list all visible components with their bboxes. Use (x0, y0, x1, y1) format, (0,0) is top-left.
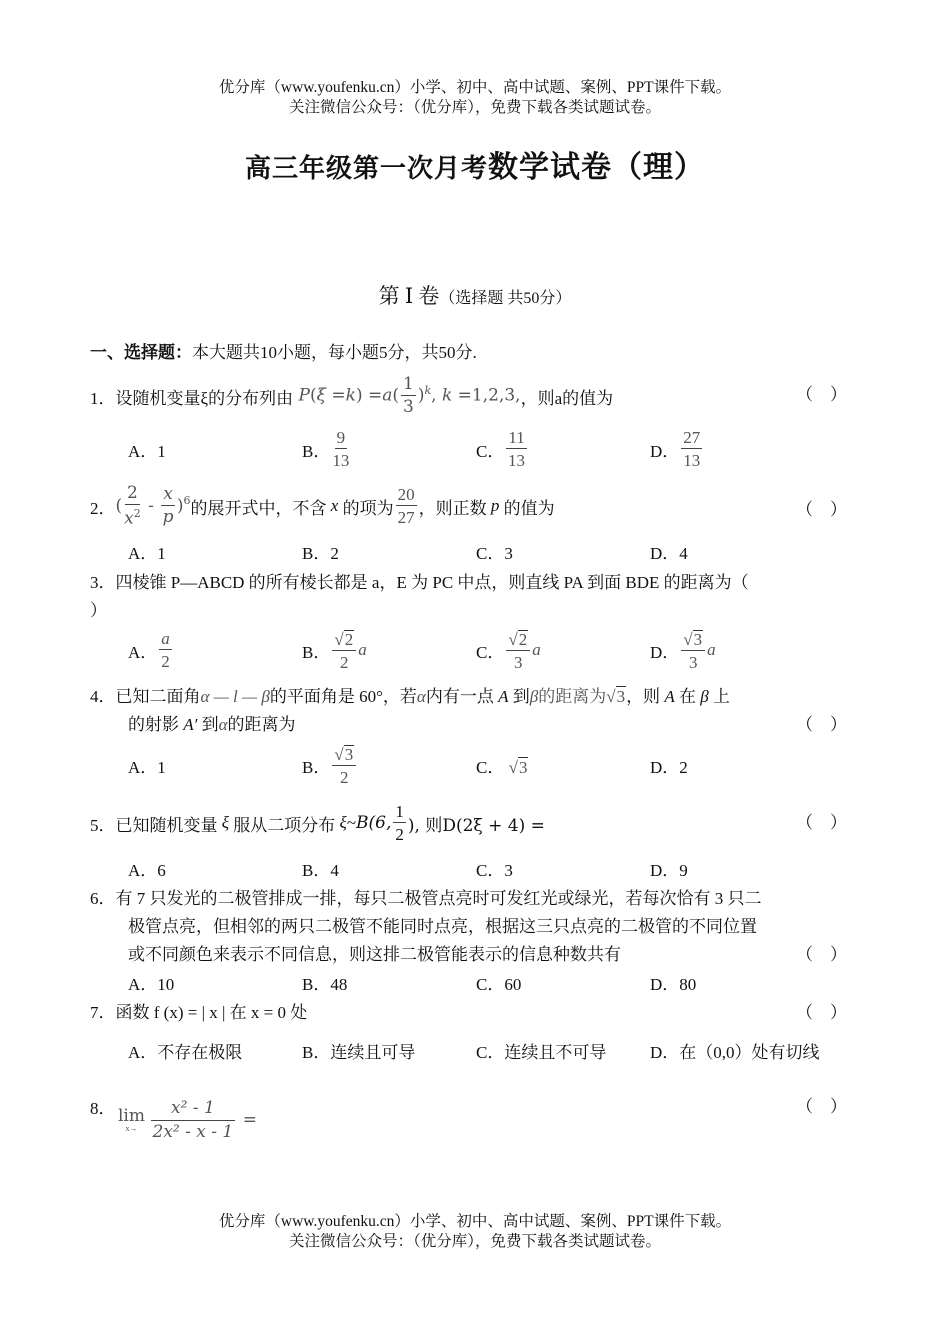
footer-line-2: 关注微信公众号：（优分库），免费下载各类试题试卷。 (288, 1233, 661, 1250)
q4-answer-paren: （ ） (796, 715, 847, 734)
question-4: 4．已知二面角α — l — β的平面角是 60°，若α内有一点 A 到β的距离为√3，则 A 在 β 上 (90, 687, 730, 706)
q5-options (128, 856, 828, 878)
q1-text: 设随机变量ξ的分布列由 (115, 388, 294, 408)
q3-options (128, 624, 828, 676)
q4-option-d: D．2 (650, 758, 688, 777)
q2-text-2: 的项为 (342, 498, 394, 518)
q8-limit-expression (118, 1092, 257, 1148)
q4-option-b: B． $\frac{√3}{2}$ (302, 738, 358, 792)
q7-option-b: B．连续且可导 (302, 1043, 416, 1062)
q6-option-d: D．80 (650, 975, 697, 994)
q7-text: 函数 f (x) = | x | 在 x = 0 处 (115, 1003, 308, 1022)
q1-option-a: A．1 (128, 442, 166, 461)
question-6 (90, 884, 762, 909)
title-part1: 高三年级第一次月考 (244, 154, 488, 183)
q2-options (128, 539, 828, 561)
q2-option-b: B．2 (302, 544, 339, 563)
q6-number: 6． (90, 889, 116, 908)
q6-option-b: B．48 (302, 975, 348, 994)
q4-option-a: A．1 (128, 758, 166, 777)
q5-answer-paren: （ ） (796, 813, 847, 832)
q6-answer-paren: （ ） (796, 945, 847, 964)
q8-number: 8． (90, 1099, 116, 1118)
q3-line-2: ） (90, 601, 107, 620)
q6-options (128, 970, 828, 992)
section-text: 本大题共10小题，每小题5分，共50分. (192, 343, 477, 362)
q7-option-c: C．连续且不可导 (476, 1043, 607, 1062)
footer-line-1: 优分库（www.youfenku.cn）小学、初中、高中试题、案例、PPT课件下载。 (218, 1213, 732, 1230)
q7-option-a: A．不存在极限 (128, 1043, 243, 1062)
section-label: 一、选择题： (90, 343, 192, 362)
q3-line-1: 四棱锥 P—ABCD 的所有棱长都是 a，E 为 PC 中点，则直线 PA 到面 BDE 的距离为（ (115, 573, 749, 592)
q4-dihedral: α — l — β (200, 687, 270, 706)
q1-tail: ，则a的值为 (520, 388, 614, 408)
q8-denominator: 2x² - x - 1 (152, 1121, 234, 1142)
page-title (0, 142, 950, 186)
q5-variance: ), 则D(2ξ + 4) = (407, 815, 545, 836)
q3-option-b: B． $\frac{√2}{2}$ a (302, 629, 367, 672)
q4-option-c: C． √3 (476, 758, 528, 777)
q2-text-4: 的值为 (503, 498, 555, 518)
q5-option-d: D．9 (650, 861, 688, 880)
q8-lim-sub: x→ (125, 1123, 138, 1133)
q3-number: 3． (90, 573, 116, 592)
question-3 (90, 568, 862, 593)
q2-answer-paren: （ ） (796, 500, 847, 519)
q6-line-1: 有 7 只发光的二极管排成一排，每只二极管点亮时可发红光或绿光，若每次恰有 3 只二 (115, 889, 762, 908)
q8-answer-paren: （ ） (796, 1097, 847, 1116)
q8-numerator: x² - 1 (151, 1100, 235, 1121)
q1-formula: P(ξ =k) =a( $\frac{1}{3}$ )$^k$, k =1,2,3, (298, 374, 521, 417)
q2-text-1: 的展开式中，不含 (190, 498, 327, 518)
header-line-1: 优分库（www.youfenku.cn）小学、初中、高中试题、案例、PPT课件下载。 (218, 79, 732, 96)
q2-frac-den: 27 (397, 508, 415, 527)
q6-option-a: A．10 (128, 975, 175, 994)
q2-number: 2． (90, 498, 116, 518)
title-part2: 数学试卷（理） (488, 151, 705, 184)
q1-option-d: D． $\frac{27}{13}$ (650, 428, 701, 470)
q2-option-c: C．3 (476, 544, 513, 563)
q2-frac-num: 20 (397, 485, 415, 504)
q7-options (128, 1038, 868, 1060)
q8-lim: lim (118, 1105, 145, 1126)
q5-option-b: B．4 (302, 861, 339, 880)
q2-option-d: D．4 (650, 544, 688, 563)
q1-number: 1． (90, 388, 116, 408)
q8-equals: = (242, 1110, 258, 1130)
q2-expression: ( $\frac{2}{x^2}$ - $\frac{x}{p}$ )$^6$ (115, 482, 191, 529)
q1-answer-paren: （ ） (796, 385, 847, 404)
q3-option-d: D． $\frac{√3}{3}$ a (650, 629, 716, 672)
question-1 (90, 374, 613, 418)
q6-line-2: 极管点亮，但相邻的两只二极管不能同时点亮，根据这三只点亮的二极管的不同位置 (128, 917, 757, 936)
q3-option-a: A． $\frac{a}{2}$ (128, 629, 170, 671)
q6-option-c: C．60 (476, 975, 522, 994)
q2-option-a: A．1 (128, 544, 166, 563)
q2-text-3: ，则正数 (418, 498, 487, 518)
q1-frac-num: 1 (403, 374, 414, 394)
q1-frac-den: 3 (403, 397, 414, 417)
q6-line-3: 或不同颜色来表示不同信息，则这排二极管能表示的信息种数共有 (128, 945, 621, 964)
q1-option-b: B． $\frac{9}{13}$ (302, 428, 350, 470)
header-line-2: 关注微信公众号：（优分库），免费下载各类试题试卷。 (288, 99, 661, 116)
q7-option-d: D．在（0,0）处有切线 (650, 1043, 820, 1062)
question-2: 2． ( $\frac{2}{x^2}$ - $\frac{x}{p}$ )$^6$ 的展开式中，不含 x 的项为 $\frac{20}{27}$ ，则正数 p 的值为 (90, 482, 555, 529)
q1-options (128, 424, 828, 474)
q5-option-c: C．3 (476, 861, 513, 880)
q4-number: 4． (90, 687, 116, 706)
question-7 (90, 998, 307, 1023)
q7-answer-paren: （ ） (796, 1003, 847, 1022)
section-heading (90, 338, 477, 363)
volume-heading (0, 280, 950, 310)
q5-number: 5． (90, 815, 116, 835)
q4-line-2: 的射影 A′ 到α的距离为 (128, 715, 296, 734)
q4-options (128, 738, 828, 792)
q5-option-a: A．6 (128, 861, 166, 880)
q1-option-c: C． $\frac{11}{13}$ (476, 428, 526, 470)
q7-number: 7． (90, 1003, 116, 1022)
q3-option-c: C． $\frac{√2}{3}$ a (476, 629, 541, 672)
question-5: 5． 已知随机变量 ξ 服从二项分布 ξ ~ B(6, $\frac{1}{2}$ ), 则D(2ξ + 4) = (90, 802, 545, 844)
volume-main: 第 Ⅰ 卷 (378, 284, 440, 308)
volume-note: （选择题 共50分） (439, 290, 572, 307)
